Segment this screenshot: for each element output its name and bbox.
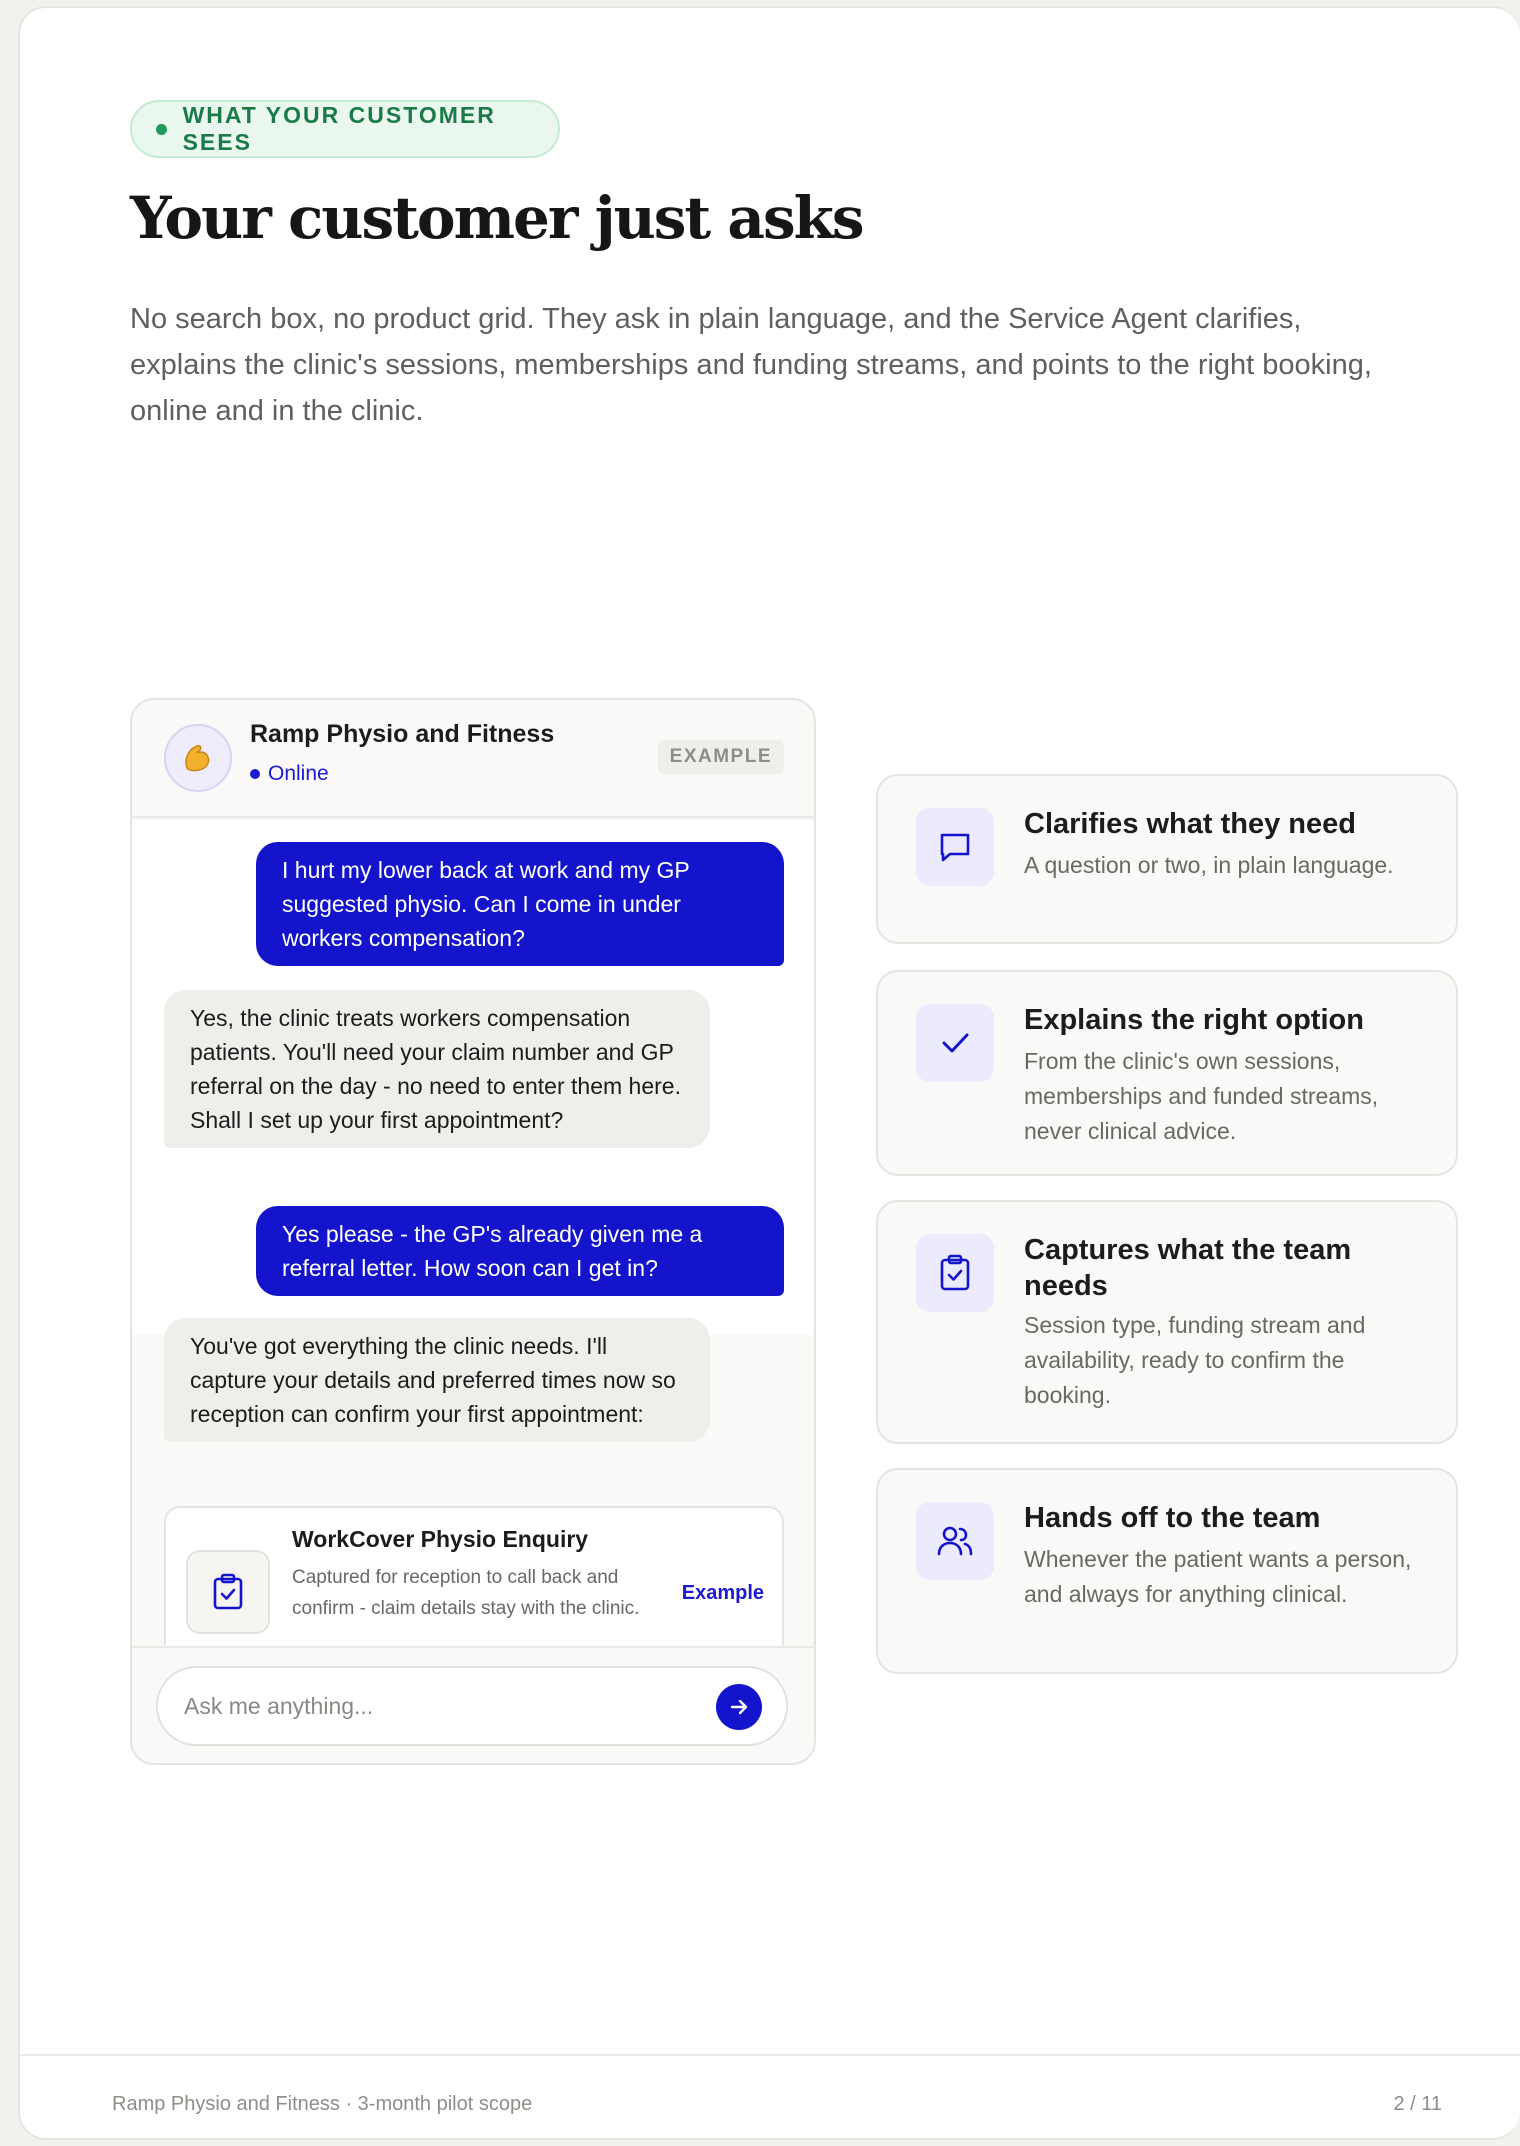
- chat-header: [132, 700, 814, 818]
- send-button[interactable]: [716, 1684, 762, 1730]
- chat-widget: [130, 698, 816, 1765]
- page-title: Your customer just asks: [130, 184, 863, 252]
- chat-input-bar: [156, 1666, 788, 1746]
- flexed-arm-icon: [164, 724, 232, 792]
- feature-card: [876, 970, 1458, 1176]
- arrow-right-icon: [728, 1696, 750, 1718]
- clipboard-check-icon: [916, 1234, 994, 1312]
- slide-page: [18, 6, 1520, 2140]
- example-badge: EXAMPLE: [658, 740, 784, 774]
- section-eyebrow: [130, 100, 560, 158]
- eyebrow-label: WHAT YOUR CUSTOMER SEES: [182, 102, 496, 155]
- feature-description: A question or two, in plain language.: [1024, 852, 1394, 878]
- clipboard-check-icon: [186, 1550, 270, 1634]
- enquiry-example-link[interactable]: Example: [681, 1582, 764, 1604]
- feature-title: Explains the right option: [1024, 1004, 1364, 1036]
- feature-card: [876, 1200, 1458, 1444]
- enquiry-description: Captured for reception to call back and confirm - claim details stay with the clinic.: [292, 1567, 640, 1619]
- page-description: No search box, no product grid. They ask in plain language, and the Service Agent clarifies, explains the clinic's sessions, memberships and funding streams, and points to the right booking, online and in the clinic.: [130, 303, 1372, 427]
- eyebrow-dot-icon: [156, 124, 167, 135]
- enquiry-title: WorkCover Physio Enquiry: [292, 1526, 589, 1552]
- feature-title: Clarifies what they need: [1024, 808, 1356, 840]
- user-message: Yes please - the GP's already given me a referral letter. How soon can I get in?: [256, 1206, 784, 1296]
- feature-title: Captures what the team needs: [1024, 1234, 1352, 1302]
- feature-card: [876, 1468, 1458, 1674]
- feature-description: Whenever the patient wants a person, and always for anything clinical.: [1024, 1546, 1412, 1607]
- chat-messages[interactable]: [132, 820, 814, 1427]
- bot-message: You've got everything the clinic needs. I'll capture your details and preferred times now so reception can confirm your first appointment:: [164, 1318, 710, 1442]
- people-icon: [916, 1502, 994, 1580]
- feature-title: Hands off to the team: [1024, 1502, 1321, 1534]
- chat-title: Ramp Physio and Fitness: [250, 720, 555, 748]
- page-number: 2 / 11: [1393, 2093, 1442, 2115]
- chat-status-label: Online: [268, 762, 329, 785]
- feature-card: [876, 774, 1458, 944]
- footer-divider: [20, 2054, 1520, 2056]
- checkmark-icon: [916, 1004, 994, 1082]
- feature-description: From the clinic's own sessions, memberships and funded streams, never clinical advice.: [1024, 1048, 1379, 1144]
- footer-caption: Ramp Physio and Fitness · 3-month pilot scope: [112, 2093, 533, 2115]
- user-message: I hurt my lower back at work and my GP suggested physio. Can I come in under workers compensation?: [256, 842, 784, 966]
- bot-message: Yes, the clinic treats workers compensation patients. You'll need your claim number and GP referral on the day - no need to enter them here. Shall I set up your first appointment?: [164, 990, 710, 1148]
- chat-input[interactable]: [184, 1684, 684, 1728]
- chat-bubble-icon: [916, 808, 994, 886]
- online-dot-icon: [250, 769, 260, 779]
- feature-description: Session type, funding stream and availability, ready to confirm the booking.: [1024, 1312, 1366, 1408]
- chat-status: [250, 762, 329, 786]
